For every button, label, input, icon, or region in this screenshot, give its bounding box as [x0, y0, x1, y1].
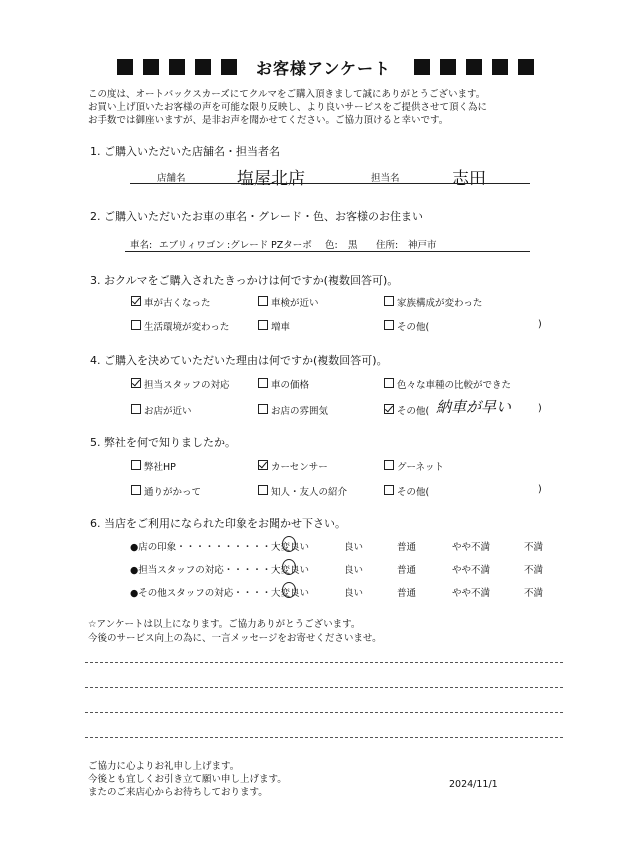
- decor-square: [518, 59, 534, 75]
- checkbox-icon[interactable]: [258, 460, 268, 470]
- option-label: 通りがかって: [144, 487, 202, 498]
- store-value: 塩屋北店: [237, 169, 305, 189]
- rating-option[interactable]: やや不満: [452, 542, 491, 553]
- option-label: 弊社HP: [144, 462, 176, 473]
- checkbox-icon[interactable]: [384, 485, 394, 495]
- option-label: その他(: [397, 487, 430, 498]
- checkbox-icon[interactable]: [258, 296, 268, 306]
- checkbox-icon[interactable]: [131, 460, 141, 470]
- checkbox-icon[interactable]: [384, 296, 394, 306]
- checkbox-icon[interactable]: [258, 378, 268, 388]
- checkbox-icon[interactable]: [258, 320, 268, 330]
- grade-value: PZターボ: [271, 240, 312, 251]
- option-label: 色々な車種の比較ができた: [397, 380, 512, 391]
- message-prompt: 今後のサービス向上の為に、一言メッセージをお寄せくださいませ。: [88, 633, 382, 644]
- checkbox-icon[interactable]: [384, 404, 394, 414]
- rating-option[interactable]: 良い: [344, 588, 364, 599]
- checkbox-icon[interactable]: [131, 296, 141, 306]
- staff-label: 担当名: [371, 173, 400, 184]
- intro-line-1: この度は、オートバックスカーズにてクルマをご購入頂きまして誠にありがとうございます。: [88, 89, 486, 100]
- decor-square: [440, 59, 456, 75]
- checkbox-icon[interactable]: [258, 485, 268, 495]
- option-label: カーセンサー: [271, 462, 328, 473]
- decor-square: [221, 59, 237, 75]
- option-label: 増車: [271, 322, 291, 333]
- other-close-paren: ): [538, 319, 542, 330]
- option-label: 車検が近い: [271, 298, 319, 309]
- q1-underline: [130, 183, 530, 184]
- rating-option[interactable]: 普通: [397, 588, 417, 599]
- rating-option[interactable]: 不満: [524, 542, 544, 553]
- q1-heading: 1. ご購入いただいた店舗名・担当者名: [90, 145, 280, 158]
- rating-row-label: ●その他スタッフの対応・・・・: [130, 588, 272, 599]
- rating-option[interactable]: 不満: [524, 588, 544, 599]
- survey-date: 2024/11/1: [449, 779, 498, 790]
- rating-option[interactable]: 良い: [344, 542, 364, 553]
- other-handwritten-text: 納車が早い: [436, 398, 512, 416]
- q6-heading: 6. 当店をご利用になられた印象をお聞かせ下さい。: [90, 517, 346, 530]
- option-label: 担当スタッフの対応: [144, 380, 230, 391]
- car-value: エブリィワゴン: [159, 240, 225, 251]
- q5-heading: 5. 弊社を何で知りましたか。: [90, 436, 236, 449]
- rating-option[interactable]: 良い: [344, 565, 364, 576]
- intro-line-2: お買い上げ頂いたお客様の声を可能な限り反映し、より良いサービスをご提供させて頂く為に: [88, 102, 488, 113]
- message-line: [85, 662, 563, 663]
- intro-line-3: お手数では御座いますが、是非お声を聞かせてください。ご協力頂けると幸いです。: [88, 115, 449, 126]
- footer-line-2: 今後とも宜しくお引き立て願い申し上げます。: [88, 774, 287, 785]
- checkbox-icon[interactable]: [384, 320, 394, 330]
- decor-square: [195, 59, 211, 75]
- checkbox-icon[interactable]: [384, 378, 394, 388]
- q2-underline: [125, 251, 530, 252]
- checkbox-icon[interactable]: [131, 378, 141, 388]
- rating-option[interactable]: 大変良い: [271, 588, 310, 599]
- message-line: [85, 712, 563, 713]
- checkbox-icon[interactable]: [131, 485, 141, 495]
- address-value: 神戸市: [408, 240, 437, 251]
- decor-square: [466, 59, 482, 75]
- option-label: 家族構成が変わった: [397, 298, 483, 309]
- selected-circle-icon: [282, 536, 296, 552]
- rating-option[interactable]: やや不満: [452, 588, 491, 599]
- rating-option[interactable]: 普通: [397, 565, 417, 576]
- option-label: 知人・友人の紹介: [271, 487, 348, 498]
- car-label: 車名:: [130, 240, 153, 251]
- rating-option[interactable]: 大変良い: [271, 565, 310, 576]
- footer-line-3: またのご来店心からお待ちしております。: [88, 787, 268, 798]
- message-line: [85, 687, 563, 688]
- option-label: お店が近い: [144, 406, 192, 417]
- color-value: 黒: [348, 240, 358, 251]
- q2-heading: 2. ご購入いただいたお車の車名・グレード・色、お客様のお住まい: [90, 210, 423, 223]
- option-label: 生活環境が変わった: [144, 322, 230, 333]
- rating-option[interactable]: やや不満: [452, 565, 491, 576]
- selected-circle-icon: [282, 559, 296, 575]
- decor-square: [414, 59, 430, 75]
- rating-row-label: ●店の印象・・・・・・・・・・・: [130, 542, 281, 553]
- other-close-paren: ): [538, 484, 542, 495]
- grade-label: :グレード: [227, 240, 269, 251]
- other-close-paren: ): [538, 403, 542, 414]
- option-label: お店の雰囲気: [271, 406, 329, 417]
- checkbox-icon[interactable]: [384, 460, 394, 470]
- footer-line-1: ご協力に心よりお礼申し上げます。: [88, 761, 240, 772]
- rating-option[interactable]: 大変良い: [271, 542, 310, 553]
- option-label: その他(: [397, 406, 430, 417]
- checkbox-icon[interactable]: [131, 404, 141, 414]
- option-label: 車が古くなった: [144, 298, 211, 309]
- option-label: 車の価格: [271, 380, 310, 391]
- decor-square: [117, 59, 133, 75]
- message-line: [85, 737, 563, 738]
- selected-circle-icon: [282, 582, 296, 598]
- decor-square: [169, 59, 185, 75]
- checkbox-icon[interactable]: [258, 404, 268, 414]
- option-label: その他(: [397, 322, 430, 333]
- color-label: 色:: [325, 240, 338, 251]
- staff-value: 志田: [452, 169, 486, 189]
- message-intro: ☆アンケートは以上になります。ご協力ありがとうございます。: [88, 619, 361, 630]
- rating-row-label: ●担当スタッフの対応・・・・・・: [130, 565, 281, 576]
- decor-square: [492, 59, 508, 75]
- q4-heading: 4. ご購入を決めていただいた理由は何ですか(複数回答可)。: [90, 354, 388, 367]
- decor-square: [143, 59, 159, 75]
- checkbox-icon[interactable]: [131, 320, 141, 330]
- q3-heading: 3. おクルマをご購入されたきっかけは何ですか(複数回答可)。: [90, 274, 399, 287]
- address-label: 住所:: [376, 240, 399, 251]
- option-label: グーネット: [397, 462, 445, 473]
- rating-option[interactable]: 不満: [524, 565, 544, 576]
- page-title: お客様アンケート: [256, 59, 392, 78]
- rating-option[interactable]: 普通: [397, 542, 417, 553]
- store-label: 店舗名: [157, 173, 186, 184]
